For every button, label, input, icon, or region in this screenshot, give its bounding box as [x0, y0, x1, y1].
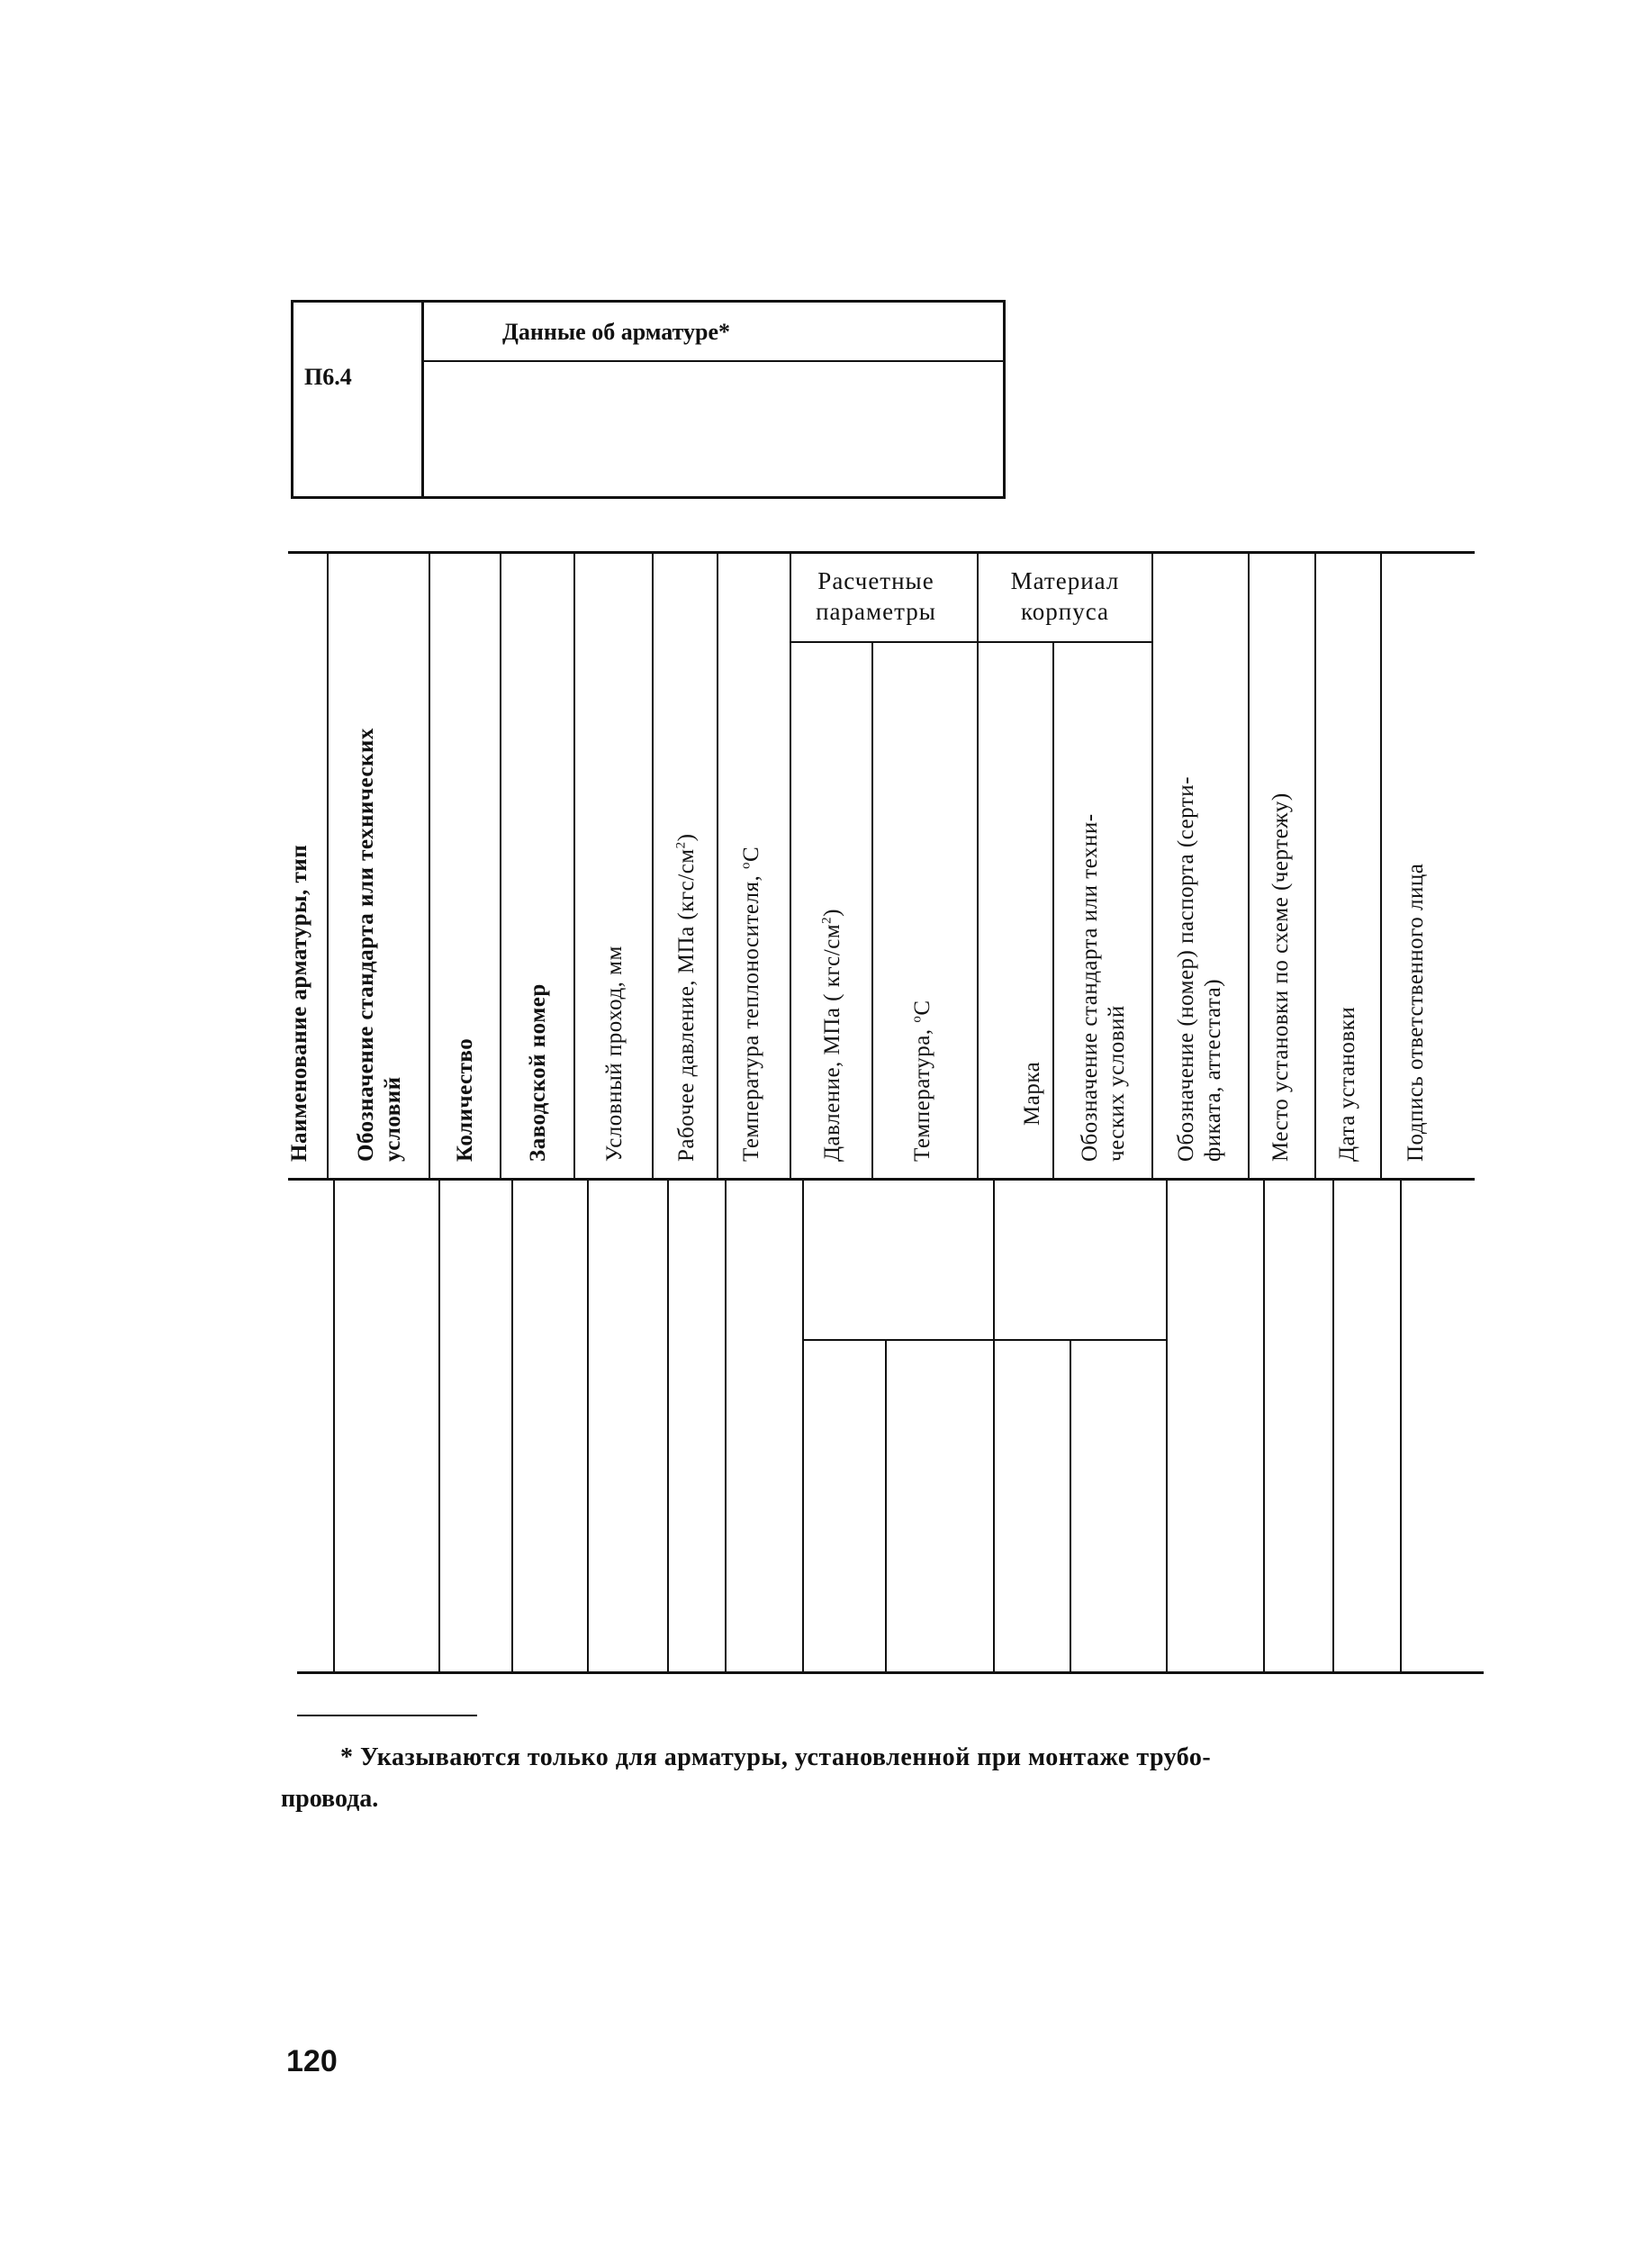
column-header-material-standard: Обозначение стандарта или техни- ческих условий: [1078, 813, 1129, 1162]
column-header-serial-number: Заводской номер: [526, 983, 550, 1162]
section-title: Данные об арматуре*: [502, 319, 731, 345]
column-header-install-date: Дата установки: [1335, 1006, 1359, 1162]
column-header-passport: Обозначение (номер) паспорта (серти- фиката, аттестата): [1174, 776, 1225, 1162]
column-group-body-material: Материал корпуса: [1010, 567, 1120, 625]
footnote-line-1: * Указываются только для арматуры, установленной при монтаже трубо-: [340, 1743, 1212, 1771]
column-group-design-params: Расчетные параметры: [816, 567, 936, 625]
column-header-coolant-temperature: Температура теплоносителя, $^о$С: [738, 846, 763, 1162]
column-header-grade: Марка: [1020, 1061, 1044, 1126]
footnote-line-2: провода.: [281, 1785, 379, 1813]
page-number: 120: [286, 2044, 338, 2078]
column-header-signature: Подпись ответственного лица: [1404, 863, 1428, 1162]
column-header-install-place: Место установки по схеме (чертежу): [1268, 792, 1293, 1162]
column-header-standard: Обозначение стандарта или технических условий: [354, 728, 405, 1162]
column-header-nominal-bore: Условный проход, мм: [602, 946, 627, 1162]
column-header-design-temperature: Температура, $^о$С: [909, 1000, 934, 1162]
column-header-design-pressure: Давление, МПа ( кгс/$см^2$): [819, 909, 844, 1162]
section-code: П6.4: [304, 364, 352, 390]
footnote-rule: [297, 1715, 477, 1716]
column-header-quantity: Количество: [453, 1037, 477, 1162]
column-header-working-pressure: Рабочее давление, МПа $(кгс/см^2)$: [673, 833, 699, 1162]
column-header-name-type: Наименование арматуры, тип: [287, 844, 311, 1162]
